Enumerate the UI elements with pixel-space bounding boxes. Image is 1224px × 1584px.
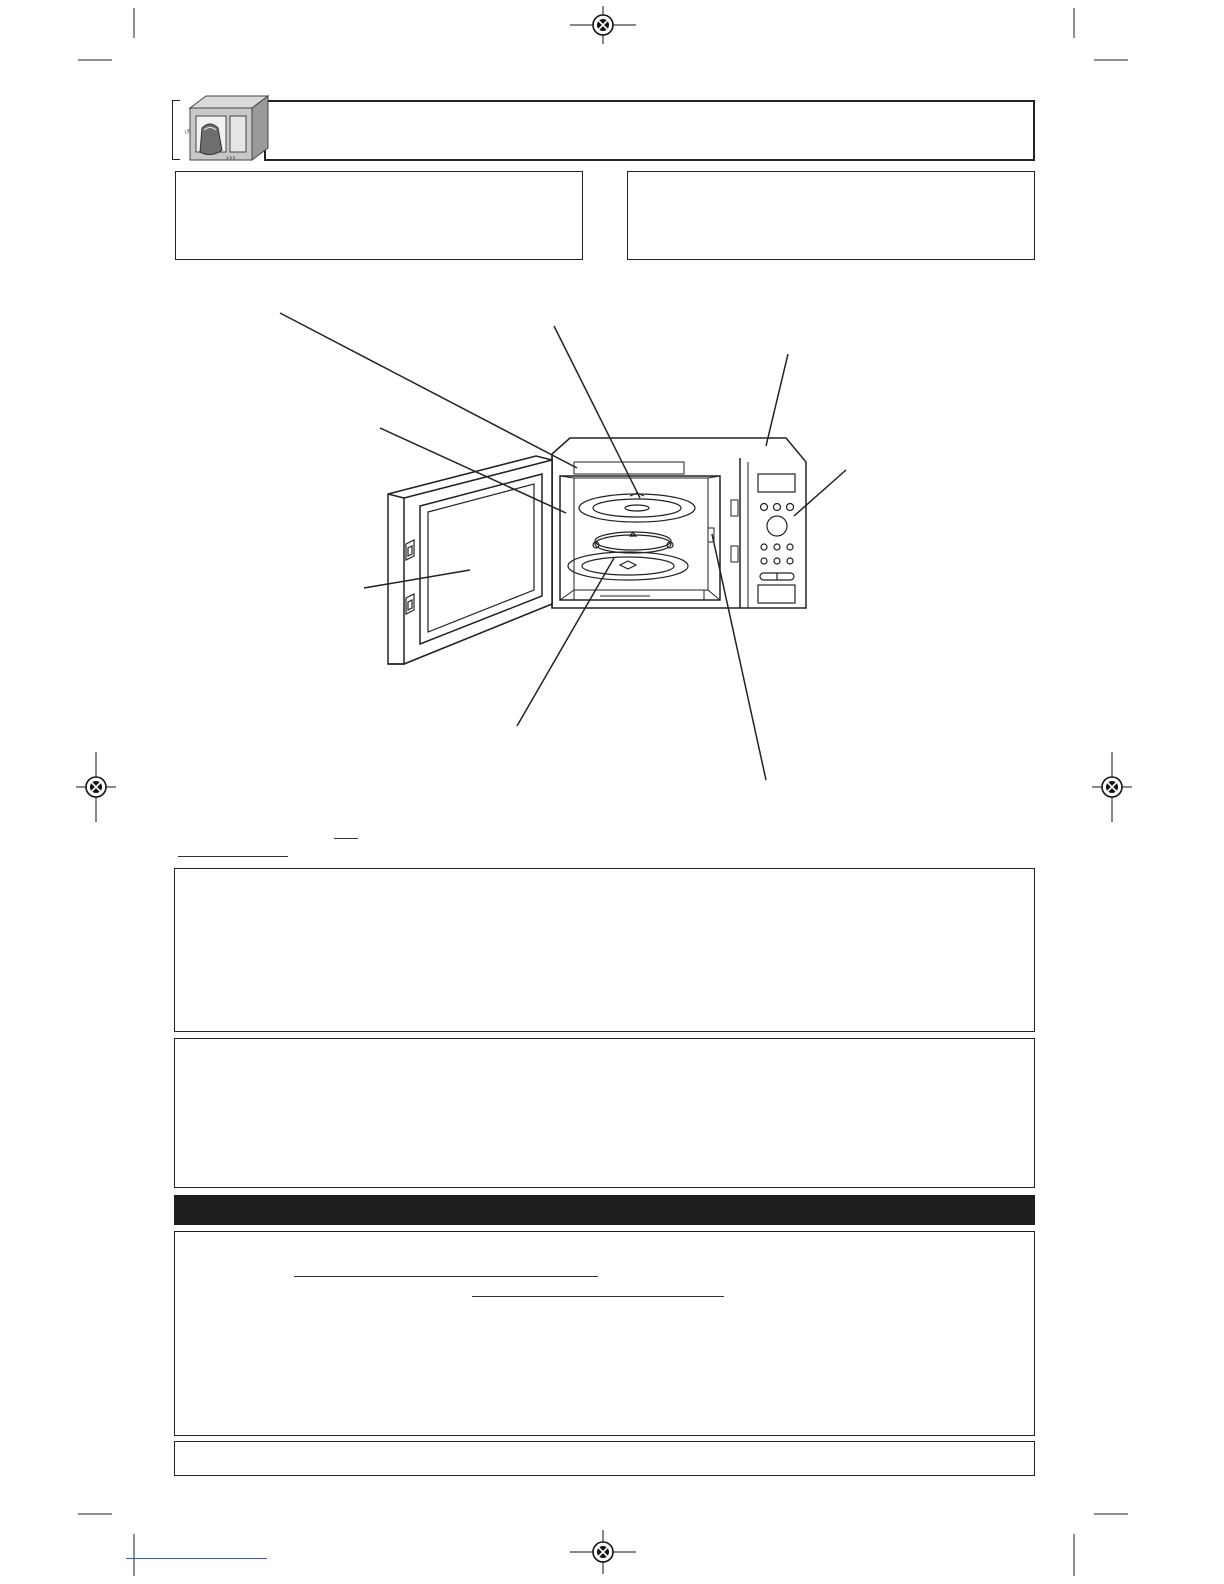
microwave-cleaning-icon — [180, 94, 272, 164]
info-box-2 — [174, 1038, 1035, 1188]
info-box-1 — [174, 868, 1035, 1032]
svg-text:›››: ››› — [226, 153, 236, 162]
underline-fragment-1 — [178, 856, 288, 857]
door-window-icon — [388, 456, 552, 664]
svg-text:↺: ↺ — [184, 128, 190, 136]
registration-mark-top — [570, 6, 636, 44]
info-box-3 — [174, 1231, 1035, 1436]
intro-box-right — [627, 171, 1035, 260]
registration-mark-left — [76, 752, 116, 822]
footer-box — [174, 1441, 1035, 1476]
underline-fragment-2 — [334, 838, 358, 839]
bottom-link-rule — [126, 1558, 267, 1559]
underline-field-1 — [294, 1276, 598, 1277]
section-header-bar — [174, 1195, 1035, 1225]
intro-box-left — [175, 171, 583, 260]
microwave-diagram — [270, 300, 860, 790]
header-bracket — [172, 100, 180, 160]
underline-field-2 — [472, 1296, 724, 1297]
registration-mark-bottom — [570, 1530, 636, 1574]
registration-mark-right — [1092, 752, 1132, 822]
header-title-box — [264, 100, 1035, 161]
